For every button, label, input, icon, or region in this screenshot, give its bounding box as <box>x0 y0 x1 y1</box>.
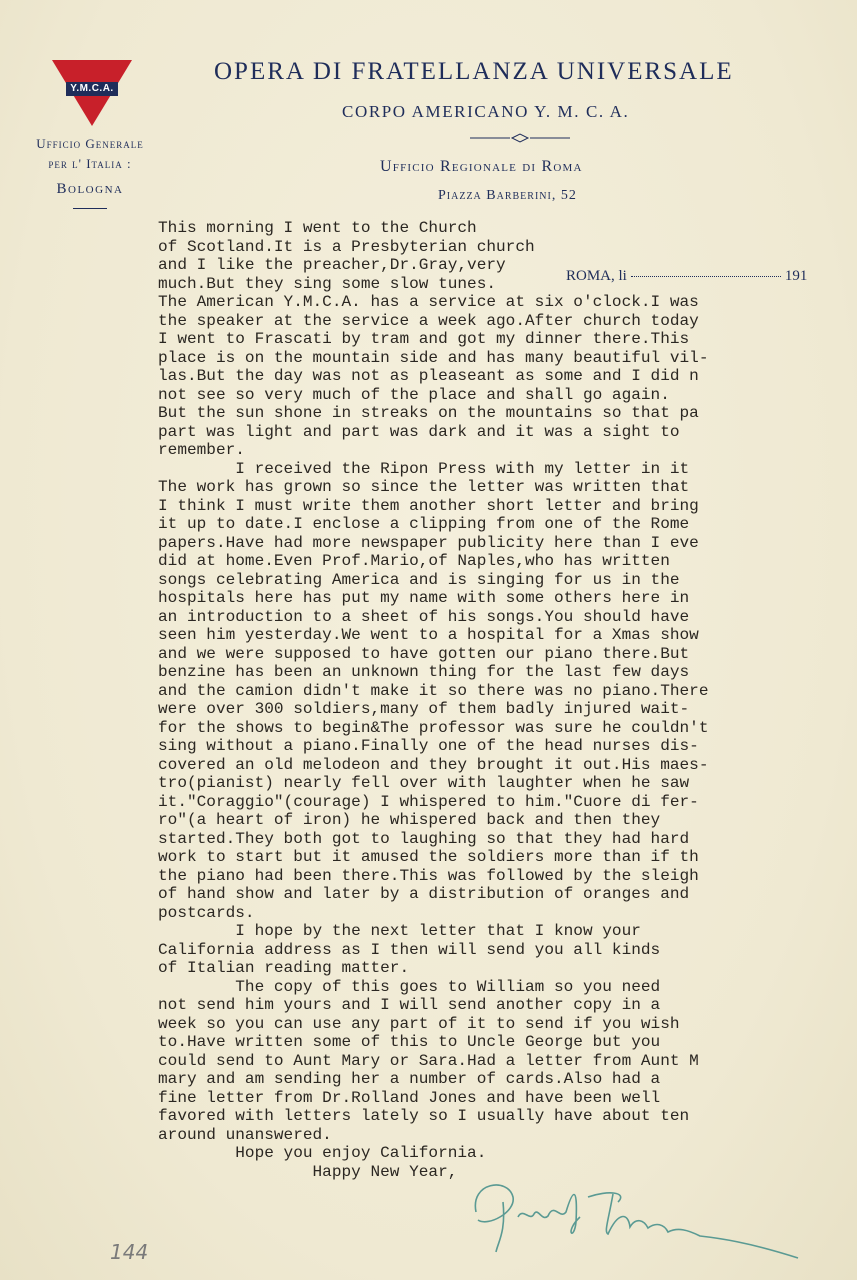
body-line: Happy New Year, <box>158 1162 458 1181</box>
body-line: songs celebrating America and is singing for us in the <box>158 570 680 589</box>
body-line: were over 300 soldiers,many of them badly injured wait- <box>158 700 690 718</box>
page-number: 144 <box>110 1240 149 1264</box>
letterhead-subtitle: CORPO AMERICANO Y. M. C. A. <box>342 102 630 121</box>
body-line: for the shows to begin&The professor was sure he couldn't <box>158 718 709 737</box>
body-line: around unanswered. <box>158 1125 332 1144</box>
body-line: mary and am sending her a number of cards.Also had a <box>158 1070 661 1088</box>
office-general-line-1: Ufficio Generale <box>36 136 144 151</box>
body-line: and we were supposed to have gotten our piano there.But <box>158 644 690 663</box>
office-general-line-2: per l' Italia : <box>48 156 132 171</box>
body-line: covered an old melodeon and they brought it out.His maes- <box>158 755 709 774</box>
body-line: benzine has been an unknown thing for the last few days <box>158 663 690 681</box>
body-line: to.Have written some of this to Uncle George but you <box>158 1033 661 1051</box>
body-line: ro"(a heart of iron) he whispered back and then they <box>158 811 661 829</box>
body-line: an introduction to a sheet of his songs.You should have <box>158 607 690 626</box>
body-line: favored with letters lately so I usually have about ten <box>158 1107 690 1125</box>
letterhead-title: OPERA DI FRATELLANZA UNIVERSALE <box>214 58 734 85</box>
body-line: and I like the preacher,Dr.Gray,very <box>158 256 506 274</box>
body-line: it up to date.I enclose a clipping from one of the Rome <box>158 515 690 533</box>
office-regional <box>380 158 670 203</box>
office-regional-name: Ufficio Regionale di Roma <box>380 158 583 175</box>
body-line: But the sun shone in streaks on the mountains so that pa <box>158 404 699 422</box>
body-line: it."Coraggio"(courage) I whispered to him."Cuore di fer- <box>158 792 699 811</box>
body-line: fine letter from Dr.Rolland Jones and have been well <box>158 1088 661 1107</box>
body-line: the piano had been there.This was followed by the sleigh <box>158 866 699 885</box>
body-line: remember. <box>158 441 245 459</box>
ymca-logo-text: Y.M.C.A. <box>66 82 118 96</box>
body-line: part was light and part was dark and it was a sight to <box>158 422 680 441</box>
body-line: tro(pianist) nearly fell over with laughter when he saw <box>158 774 690 792</box>
body-line: the speaker at the service a week ago.After church today <box>158 311 699 330</box>
signature <box>468 1172 808 1272</box>
body-line: not send him yours and I will send another copy in a <box>158 996 661 1014</box>
signature-mark <box>468 1172 808 1272</box>
body-line: much.But they sing some slow tunes. <box>158 274 497 293</box>
body-line: This morning I went to the Church <box>158 219 477 237</box>
body-line: of Scotland.It is a Presbyterian church <box>158 237 535 256</box>
signature-text <box>468 1172 469 1173</box>
body-line: postcards. <box>158 903 255 922</box>
body-line: Hope you enjoy California. <box>158 1144 487 1162</box>
body-line: The work has grown so since the letter was written that <box>158 478 690 496</box>
body-line: I think I must write them another short letter and bring <box>158 496 699 515</box>
body-line: The copy of this goes to William so you need <box>158 977 661 996</box>
ornament-icon <box>470 132 570 144</box>
office-regional-address: Piazza Barberini, 52 <box>438 188 577 203</box>
body-line: and the camion didn't make it so there was no piano.There <box>158 681 709 700</box>
body-line: work to start but it amused the soldiers more than if th <box>158 848 699 866</box>
body-line: papers.Have had more newspaper publicity here than I eve <box>158 533 699 552</box>
date-suffix: 191 <box>784 268 808 284</box>
office-general-rule <box>73 208 107 209</box>
date-prefix: ROMA, li <box>566 268 627 284</box>
body-line: las.But the day was not as pleaseant as some and I did n <box>158 367 699 385</box>
body-line: of Italian reading matter. <box>158 959 410 977</box>
office-general-city: Bologna <box>56 181 124 197</box>
body-line: seen him yesterday.We went to a hospital for a Xmas show <box>158 626 699 644</box>
body-line: place is on the mountain side and has many beautiful vil- <box>158 348 709 367</box>
body-line: could send to Aunt Mary or Sara.Had a letter from Aunt M <box>158 1051 699 1070</box>
letter-body <box>158 219 798 1181</box>
body-line: I went to Frascati by tram and got my dinner there.This <box>158 330 690 348</box>
body-line: started.They both got to laughing so that they had hard <box>158 829 690 848</box>
body-line: of hand show and later by a distribution of oranges and <box>158 885 690 903</box>
body-line: hospitals here has put my name with some others here in <box>158 589 690 607</box>
body-line: sing without a piano.Finally one of the head nurses dis- <box>158 737 699 755</box>
body-line: The American Y.M.C.A. has a service at six o'clock.I was <box>158 293 699 311</box>
body-line: I received the Ripon Press with my letter in it <box>158 459 690 478</box>
office-general <box>10 134 170 209</box>
body-line: I hope by the next letter that I know your <box>158 922 641 940</box>
ymca-logo <box>52 60 132 126</box>
body-line: not see so very much of the place and shall go again. <box>158 385 670 404</box>
body-line: California address as I then will send you all kinds <box>158 940 661 959</box>
body-line: week so you can use any part of it to send if you wish <box>158 1014 680 1033</box>
body-line: did at home.Even Prof.Mario,of Naples,who has written <box>158 552 670 570</box>
